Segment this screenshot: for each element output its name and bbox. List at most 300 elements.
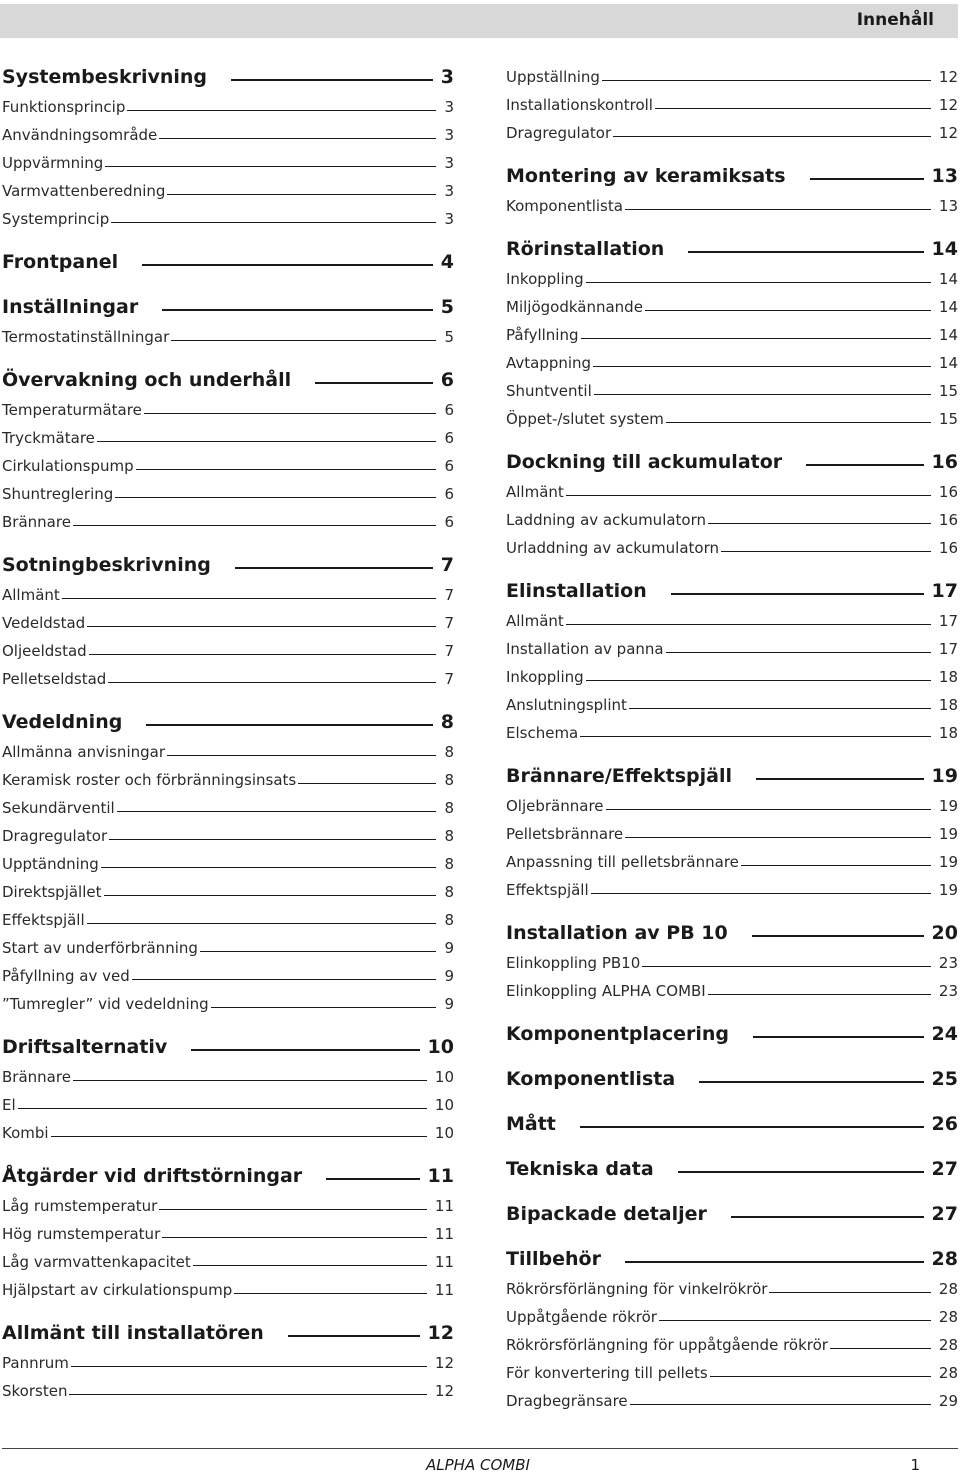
entry-label: ”Tumregler” vid vedeldning: [2, 995, 209, 1013]
entry-label: Öppet-/slutet system: [506, 410, 664, 428]
toc-entry[interactable]: [506, 714, 958, 742]
page-ref: 6: [444, 485, 454, 503]
page-ref: 8: [444, 911, 454, 929]
toc-heading-entry[interactable]: [506, 1195, 958, 1225]
leader-line: [710, 1376, 931, 1377]
page-ref: 3: [444, 126, 454, 144]
toc-heading-entry[interactable]: [2, 546, 454, 576]
entry-label: Brännare: [2, 1068, 71, 1086]
leader-line: [191, 1049, 419, 1051]
entry-label: Effektspjäll: [2, 911, 85, 929]
toc-section: [506, 58, 958, 142]
toc-entry[interactable]: [2, 391, 454, 419]
toc-entry[interactable]: [506, 400, 958, 428]
leader-line: [159, 1209, 427, 1210]
leader-line: [830, 1348, 931, 1349]
toc-section: [506, 1105, 958, 1135]
toc-section: [506, 1015, 958, 1045]
entry-label: Oljebrännare: [506, 797, 604, 815]
toc-entry[interactable]: [2, 789, 454, 817]
leader-line: [580, 736, 931, 737]
entry-label: Rökrörsförlängning för uppåtgående rökrör: [506, 1336, 828, 1354]
toc-entry[interactable]: [506, 1382, 958, 1410]
page-ref: 3: [440, 66, 454, 88]
leader-line: [62, 598, 437, 599]
leader-line: [69, 1394, 426, 1395]
toc-heading-entry[interactable]: [506, 757, 958, 787]
entry-label: El: [2, 1096, 16, 1114]
leader-line: [806, 464, 923, 466]
page-ref: 10: [427, 1036, 454, 1058]
toc-entry[interactable]: [2, 1058, 454, 1086]
entry-label: Rökrörsförlängning för vinkelrökrör: [506, 1280, 768, 1298]
entry-label: Upptändning: [2, 855, 99, 873]
entry-label: Brännare: [2, 513, 71, 531]
section-heading: Tekniska data: [506, 1158, 654, 1180]
leader-line: [566, 495, 931, 496]
toc-section: [2, 703, 454, 1013]
toc-entry[interactable]: [2, 985, 454, 1013]
toc-entry[interactable]: [2, 1187, 454, 1215]
entry-label: Urladdning av ackumulatorn: [506, 539, 719, 557]
toc-section: [2, 243, 454, 273]
leader-line: [73, 1080, 427, 1081]
page-ref: 9: [444, 995, 454, 1013]
section-heading: Komponentlista: [506, 1068, 676, 1090]
toc-entry[interactable]: [506, 843, 958, 871]
section-heading: Övervakning och underhåll: [2, 369, 292, 391]
toc-entry[interactable]: [2, 1344, 454, 1372]
toc-entry[interactable]: [2, 503, 454, 531]
toc-entry[interactable]: [2, 318, 454, 346]
entry-label: Dragregulator: [506, 124, 612, 142]
page-ref: 24: [931, 1023, 958, 1045]
toc-heading-entry[interactable]: [2, 361, 454, 391]
toc-entry[interactable]: [2, 901, 454, 929]
page-ref: 12: [938, 96, 958, 114]
header-bar: [0, 4, 958, 38]
page-ref: 7: [444, 586, 454, 604]
toc-section: [2, 546, 454, 688]
entry-label: Kombi: [2, 1124, 49, 1142]
page-ref: 10: [434, 1068, 454, 1086]
page-number: 1: [910, 1456, 920, 1474]
leader-line: [671, 593, 924, 595]
page-ref: 3: [444, 154, 454, 172]
leader-line: [642, 966, 931, 967]
leader-line: [104, 895, 437, 896]
page-ref: 7: [444, 642, 454, 660]
page-ref: 6: [444, 513, 454, 531]
toc-section: [2, 1028, 454, 1142]
entry-label: Låg rumstemperatur: [2, 1197, 158, 1215]
leader-line: [115, 497, 436, 498]
entry-label: Shuntreglering: [2, 485, 114, 503]
toc-section: [2, 361, 454, 531]
toc-heading-entry[interactable]: [506, 1060, 958, 1090]
toc-entry[interactable]: [2, 733, 454, 761]
entry-label: Pelletsbrännare: [506, 825, 624, 843]
entry-label: Anpassning till pelletsbrännare: [506, 853, 739, 871]
leader-line: [586, 680, 931, 681]
page-ref: 8: [444, 743, 454, 761]
entry-label: Installation av panna: [506, 640, 664, 658]
leader-line: [606, 809, 931, 810]
section-heading: Mått: [506, 1113, 556, 1135]
page-ref: 4: [440, 251, 454, 273]
section-heading: Tillbehör: [506, 1248, 601, 1270]
toc-entry[interactable]: [2, 88, 454, 116]
toc-entry[interactable]: [2, 1215, 454, 1243]
toc-heading-entry[interactable]: [506, 1105, 958, 1135]
entry-label: Keramisk roster och förbränningsinsats: [2, 771, 297, 789]
toc-entry[interactable]: [2, 761, 454, 789]
page-ref: 26: [931, 1113, 958, 1135]
leader-line: [625, 209, 931, 210]
toc-section: [506, 914, 958, 1000]
leader-line: [593, 366, 931, 367]
entry-label: Dragbegränsare: [506, 1392, 628, 1410]
entry-label: Effektspjäll: [506, 881, 589, 899]
toc-entry[interactable]: [2, 845, 454, 873]
footer-title: ALPHA COMBI: [426, 1456, 530, 1474]
leader-line: [810, 178, 924, 180]
toc-entry[interactable]: [2, 660, 454, 688]
page-ref: 15: [938, 382, 958, 400]
leader-line: [142, 264, 433, 266]
toc-entry[interactable]: [506, 815, 958, 843]
page-ref: 29: [938, 1392, 958, 1410]
leader-line: [132, 979, 437, 980]
page-ref: 19: [938, 853, 958, 871]
toc-heading-entry[interactable]: [2, 1314, 454, 1344]
page-ref: 28: [938, 1308, 958, 1326]
toc-entry[interactable]: [506, 1270, 958, 1298]
section-heading: Driftsalternativ: [2, 1036, 168, 1058]
leader-line: [708, 994, 931, 995]
toc-section: [2, 58, 454, 228]
leader-line: [89, 654, 437, 655]
entry-label: Användningsområde: [2, 126, 158, 144]
page-ref: 10: [434, 1096, 454, 1114]
leader-line: [108, 682, 436, 683]
entry-label: Skorsten: [2, 1382, 68, 1400]
toc-heading-entry[interactable]: [2, 243, 454, 273]
toc-heading-entry[interactable]: [2, 288, 454, 318]
toc-entry[interactable]: [2, 1271, 454, 1299]
toc-entry[interactable]: [2, 419, 454, 447]
toc-section: [506, 443, 958, 557]
page-ref: 16: [938, 511, 958, 529]
leader-line: [666, 422, 931, 423]
leader-line: [159, 138, 436, 139]
leader-line: [97, 441, 437, 442]
toc-entry[interactable]: [506, 630, 958, 658]
toc-section: [506, 572, 958, 742]
page-ref: 16: [931, 451, 958, 473]
entry-label: Uppåtgående rökrör: [506, 1308, 657, 1326]
leader-line: [162, 309, 433, 311]
toc-heading-entry[interactable]: [2, 58, 454, 88]
page-ref: 14: [938, 326, 958, 344]
entry-label: Anslutningsplint: [506, 696, 627, 714]
toc-entry[interactable]: [506, 501, 958, 529]
entry-label: För konvertering till pellets: [506, 1364, 708, 1382]
page-ref: 19: [938, 797, 958, 815]
toc-entry[interactable]: [2, 200, 454, 228]
page-ref: 28: [931, 1248, 958, 1270]
toc-entry[interactable]: [2, 447, 454, 475]
leader-line: [678, 1171, 924, 1173]
toc-heading-entry[interactable]: [506, 157, 958, 187]
toc-entry[interactable]: [2, 957, 454, 985]
leader-line: [699, 1081, 923, 1083]
leader-line: [109, 839, 436, 840]
toc-entry[interactable]: [506, 316, 958, 344]
toc-heading-entry[interactable]: [506, 1150, 958, 1180]
toc-entry[interactable]: [2, 1243, 454, 1271]
page-ref: 8: [440, 711, 454, 733]
toc-entry[interactable]: [2, 873, 454, 901]
leader-line: [193, 1265, 427, 1266]
toc-entry[interactable]: [506, 473, 958, 501]
toc-entry[interactable]: [2, 632, 454, 660]
leader-line: [594, 394, 931, 395]
entry-label: Inkoppling: [506, 270, 584, 288]
toc-entry[interactable]: [506, 86, 958, 114]
entry-label: Installationskontroll: [506, 96, 653, 114]
leader-line: [688, 251, 923, 253]
toc-entry[interactable]: [2, 817, 454, 845]
toc-entry[interactable]: [506, 114, 958, 142]
entry-label: Start av underförbränning: [2, 939, 198, 957]
section-heading: Montering av keramiksats: [506, 165, 786, 187]
section-heading: Inställningar: [2, 296, 139, 318]
leader-line: [146, 724, 432, 726]
toc-entry[interactable]: [506, 1298, 958, 1326]
page-ref: 7: [444, 670, 454, 688]
entry-label: Elschema: [506, 724, 579, 742]
toc-entry[interactable]: [506, 344, 958, 372]
page-ref: 5: [444, 328, 454, 346]
leader-line: [18, 1108, 427, 1109]
toc-heading-entry[interactable]: [2, 703, 454, 733]
entry-label: Direktspjället: [2, 883, 102, 901]
toc-entry[interactable]: [506, 602, 958, 630]
leader-line: [51, 1136, 427, 1137]
leader-line: [566, 624, 931, 625]
leader-line: [288, 1335, 420, 1337]
page-ref: 25: [931, 1068, 958, 1090]
entry-label: Låg varmvattenkapacitet: [2, 1253, 191, 1271]
leader-line: [625, 1261, 924, 1263]
toc-entry[interactable]: [506, 372, 958, 400]
toc-section: [506, 157, 958, 215]
page-ref: 9: [444, 967, 454, 985]
toc-entry[interactable]: [506, 944, 958, 972]
entry-label: Pannrum: [2, 1354, 69, 1372]
entry-label: Elinkoppling ALPHA COMBI: [506, 982, 706, 1000]
leader-line: [741, 865, 931, 866]
toc-heading-entry[interactable]: [506, 1015, 958, 1045]
page-ref: 8: [444, 771, 454, 789]
toc-heading-entry[interactable]: [506, 572, 958, 602]
entry-label: Pelletseldstad: [2, 670, 107, 688]
entry-label: Cirkulationspump: [2, 457, 134, 475]
toc-entry[interactable]: [506, 1326, 958, 1354]
leader-line: [666, 652, 931, 653]
toc-heading-entry[interactable]: [506, 443, 958, 473]
page-ref: 23: [938, 982, 958, 1000]
page-ref: 7: [444, 614, 454, 632]
section-heading: Systembeskrivning: [2, 66, 208, 88]
entry-label: Vedeldstad: [2, 614, 86, 632]
leader-line: [162, 1237, 427, 1238]
entry-label: Påfyllning: [506, 326, 579, 344]
page-ref: 13: [938, 197, 958, 215]
toc-entry[interactable]: [2, 475, 454, 503]
entry-label: Termostatinställningar: [2, 328, 170, 346]
toc-entry[interactable]: [506, 288, 958, 316]
toc-entry[interactable]: [2, 172, 454, 200]
entry-label: Dragregulator: [2, 827, 108, 845]
leader-line: [111, 222, 436, 223]
page-ref: 16: [938, 539, 958, 557]
footer-divider: [2, 1448, 958, 1449]
page-ref: 14: [938, 298, 958, 316]
page-ref: 8: [444, 855, 454, 873]
page-ref: 3: [444, 182, 454, 200]
toc-entry[interactable]: [506, 260, 958, 288]
section-heading: Elinstallation: [506, 580, 647, 602]
entry-label: Systemprincip: [2, 210, 110, 228]
leader-line: [87, 923, 437, 924]
toc-entry[interactable]: [506, 187, 958, 215]
entry-label: Uppställning: [506, 68, 600, 86]
entry-label: Oljeeldstad: [2, 642, 87, 660]
entry-label: Inkoppling: [506, 668, 584, 686]
page-ref: 12: [434, 1382, 454, 1400]
leader-line: [602, 80, 931, 81]
page-ref: 12: [427, 1322, 454, 1344]
page-ref: 12: [434, 1354, 454, 1372]
entry-label: Allmänt: [2, 586, 60, 604]
leader-line: [231, 79, 433, 81]
page-ref: 17: [938, 612, 958, 630]
page-ref: 23: [938, 954, 958, 972]
toc-heading-entry[interactable]: [2, 1028, 454, 1058]
toc-section: [2, 1314, 454, 1400]
leader-line: [211, 1007, 437, 1008]
toc-entry[interactable]: [506, 787, 958, 815]
entry-label: Funktionsprincip: [2, 98, 126, 116]
entry-label: Miljögodkännande: [506, 298, 643, 316]
page-ref: 28: [938, 1364, 958, 1382]
leader-line: [101, 867, 437, 868]
toc-heading-entry[interactable]: [506, 1240, 958, 1270]
page-ref: 27: [931, 1203, 958, 1225]
leader-line: [708, 523, 931, 524]
entry-label: Laddning av ackumulatorn: [506, 511, 707, 529]
section-heading: Dockning till ackumulator: [506, 451, 783, 473]
toc-right-column: [506, 58, 958, 1425]
page-ref: 7: [440, 554, 454, 576]
toc-entry[interactable]: [506, 58, 958, 86]
toc-entry[interactable]: [2, 929, 454, 957]
leader-line: [167, 194, 436, 195]
toc-entry[interactable]: [506, 972, 958, 1000]
page-ref: 14: [931, 238, 958, 260]
toc-left-column: [2, 58, 454, 1415]
page-ref: 11: [427, 1165, 454, 1187]
entry-label: Hjälpstart av cirkulationspump: [2, 1281, 233, 1299]
toc-entry[interactable]: [2, 604, 454, 632]
leader-line: [136, 469, 437, 470]
leader-line: [171, 340, 436, 341]
page-ref: 5: [440, 296, 454, 318]
section-heading: Allmänt till installatören: [2, 1322, 264, 1344]
page-ref: 8: [444, 827, 454, 845]
leader-line: [630, 1404, 931, 1405]
page-ref: 14: [938, 354, 958, 372]
section-heading: Komponentplacering: [506, 1023, 730, 1045]
toc-entry[interactable]: [2, 1114, 454, 1142]
section-heading: Rörinstallation: [506, 238, 665, 260]
section-heading: Sotningbeskrivning: [2, 554, 211, 576]
toc-entry[interactable]: [506, 686, 958, 714]
leader-line: [200, 951, 437, 952]
leader-line: [752, 935, 924, 937]
toc-entry[interactable]: [2, 1086, 454, 1114]
page-ref: 11: [434, 1225, 454, 1243]
page-ref: 12: [938, 68, 958, 86]
page-ref: 11: [434, 1281, 454, 1299]
toc-heading-entry[interactable]: [506, 914, 958, 944]
entry-label: Elinkoppling PB10: [506, 954, 641, 972]
toc-entry[interactable]: [506, 871, 958, 899]
toc-entry[interactable]: [506, 658, 958, 686]
toc-entry[interactable]: [506, 1354, 958, 1382]
page-ref: 14: [938, 270, 958, 288]
leader-line: [326, 1178, 419, 1180]
page-ref: 19: [931, 765, 958, 787]
toc-heading-entry[interactable]: [2, 1157, 454, 1187]
toc-entry[interactable]: [2, 144, 454, 172]
toc-section: [506, 230, 958, 428]
page-ref: 28: [938, 1280, 958, 1298]
toc-section: [506, 1150, 958, 1180]
leader-line: [731, 1216, 924, 1218]
toc-entry[interactable]: [2, 576, 454, 604]
page-ref: 6: [444, 457, 454, 475]
page-ref: 27: [931, 1158, 958, 1180]
leader-line: [234, 1293, 427, 1294]
toc-entry[interactable]: [506, 529, 958, 557]
toc-heading-entry[interactable]: [506, 230, 958, 260]
page-ref: 20: [931, 922, 958, 944]
toc-entry[interactable]: [2, 1372, 454, 1400]
entry-label: Komponentlista: [506, 197, 623, 215]
entry-label: Hög rumstemperatur: [2, 1225, 161, 1243]
page-ref: 3: [444, 210, 454, 228]
page-ref: 10: [434, 1124, 454, 1142]
toc-entry[interactable]: [2, 116, 454, 144]
toc-section: [506, 1060, 958, 1090]
page-ref: 11: [434, 1253, 454, 1271]
leader-line: [625, 837, 931, 838]
leader-line: [117, 811, 437, 812]
leader-line: [580, 1126, 924, 1128]
